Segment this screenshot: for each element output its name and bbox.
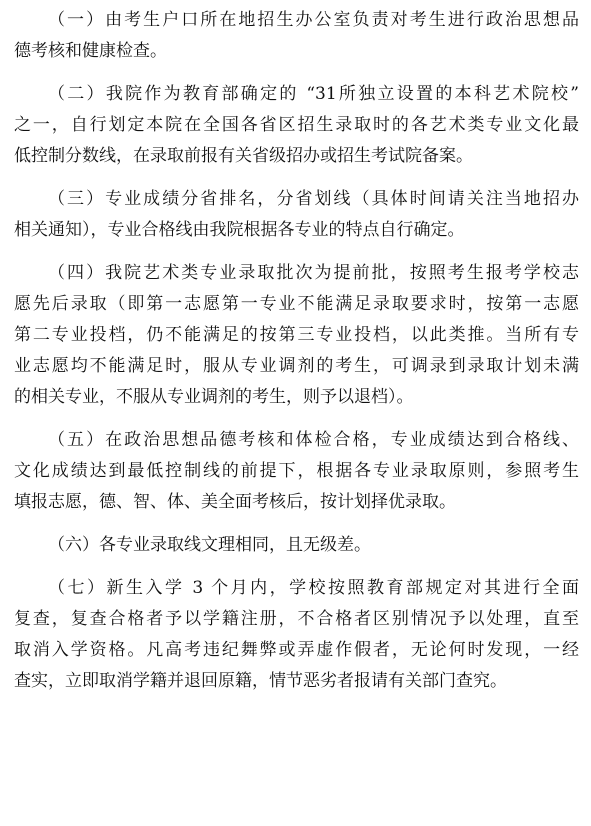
- text-line: （三）专业成绩分省排名，分省划线（具体时间请关注当地招办: [48, 189, 579, 209]
- text-line: （五）在政治思想品德考核和体检合格，专业成绩达到合格线、: [48, 430, 579, 450]
- text-line: 愿先后录取（即第一志愿第一专业不能满足录取要求时，按第一志愿: [14, 294, 579, 314]
- paragraph-spacer: [14, 246, 579, 258]
- paragraph: [14, 425, 579, 518]
- paragraph: [14, 530, 579, 561]
- text-line: （二）我院作为教育部确定的 “31所独立设置的本科艺术院校”: [48, 84, 579, 104]
- paragraph-spacer: [14, 172, 579, 184]
- text-line: 第二专业投档，仍不能满足的按第三专业投档，以此类推。当所有专: [14, 325, 579, 345]
- text-line: 的相关专业，不服从专业调剂的考生，则予以退档）。: [14, 387, 414, 407]
- text-line: 查实，立即取消学籍并退回原籍，情节恶劣者报请有关部门查究。: [14, 671, 507, 691]
- text-line: 相关通知），专业合格线由我院根据各专业的特点自行确定。: [14, 220, 465, 240]
- paragraph: [14, 5, 579, 67]
- paragraph: [14, 184, 579, 246]
- paragraph-spacer: [14, 518, 579, 530]
- text-line: 德考核和健康检查。: [14, 41, 167, 61]
- text-line: 文化成绩达到最低控制线的前提下，根据各专业录取原则，参照考生: [14, 461, 579, 481]
- text-line: 业志愿均不能满足时，服从专业调剂的考生，可调录到录取计划未满: [14, 356, 579, 376]
- text-line: 之一，自行划定本院在全国各省区招生录取时的各艺术类专业文化最: [14, 115, 579, 135]
- document-body: [14, 5, 579, 697]
- text-line: 填报志愿，德、智、体、美全面考核后，按计划择优录取。: [14, 492, 456, 512]
- paragraph: [14, 258, 579, 413]
- paragraph: [14, 79, 579, 172]
- paragraph-spacer: [14, 67, 579, 79]
- text-line: （六）各专业录取线文理相同，且无级差。: [48, 535, 371, 555]
- text-line: 复查，复查合格者予以学籍注册，不合格者区别情况予以处理，直至: [14, 609, 579, 629]
- paragraph-spacer: [14, 413, 579, 425]
- text-line: （七）新生入学 3 个月内，学校按照教育部规定对其进行全面: [48, 578, 579, 598]
- text-line: 取消入学资格。凡高考违纪舞弊或弄虚作假者，无论何时发现，一经: [14, 640, 579, 660]
- text-line: （一）由考生户口所在地招生办公室负责对考生进行政治思想品: [48, 10, 579, 30]
- paragraph-spacer: [14, 561, 579, 573]
- text-line: 低控制分数线，在录取前报有关省级招办或招生考试院备案。: [14, 146, 473, 166]
- paragraph: [14, 573, 579, 697]
- text-line: （四）我院艺术类专业录取批次为提前批，按照考生报考学校志: [48, 263, 579, 283]
